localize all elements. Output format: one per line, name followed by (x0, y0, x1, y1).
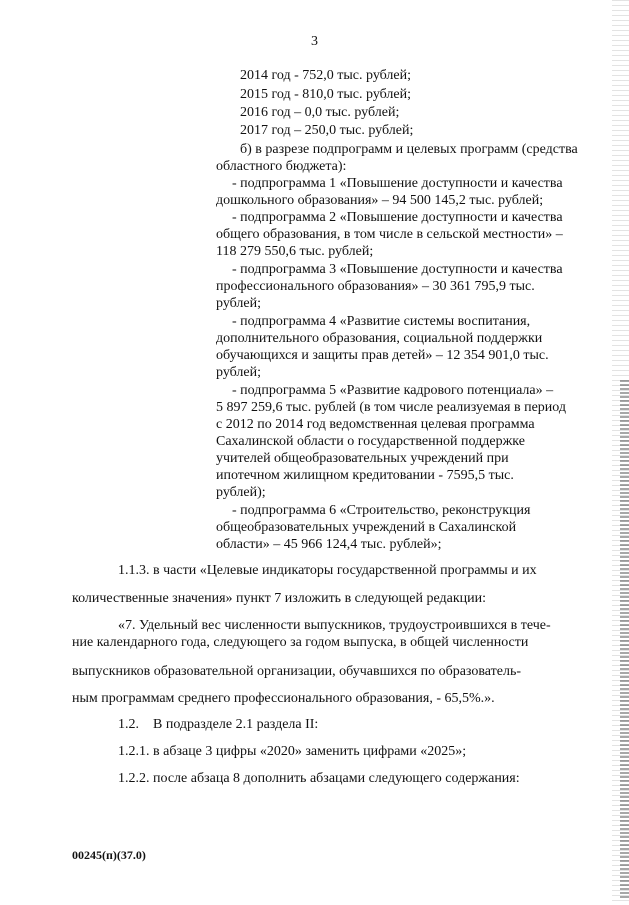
paragraph-line: 1.2.2. после абзаца 8 дополнить абзацами следующего содержания: (118, 771, 520, 786)
subprogram-line: рублей); (216, 485, 266, 500)
subprogram-line: области» – 45 966 124,4 тыс. рублей»; (216, 537, 442, 552)
page-number: 3 (311, 34, 318, 49)
subprogram-line: дошкольного образования» – 94 500 145,2 тыс. рублей; (216, 193, 544, 208)
paragraph-line: 1.1.3. в части «Целевые индикаторы государственной программы и их (118, 563, 537, 578)
quote-line: ние календарного года, следующего за годом выпуска, в общей численности (72, 635, 529, 650)
funding-year-line: 2017 год – 250,0 тыс. рублей; (240, 123, 414, 138)
subprogram-line: 5 897 259,6 тыс. рублей (в том числе реализуемая в период (216, 400, 566, 415)
subprogram-line: учителей общеобразовательных учреждений при (216, 451, 509, 466)
subprogram-line: с 2012 по 2014 год ведомственная целевая программа (216, 417, 535, 432)
subsection-b-line: б) в разрезе подпрограмм и целевых программ (средства (240, 142, 578, 157)
paragraph-line: количественные значения» пункт 7 изложить в следующей редакции: (72, 591, 487, 606)
subprogram-line: - подпрограмма 3 «Повышение доступности и качества (232, 262, 563, 277)
paragraph-line: 1.2.1. в абзаце 3 цифры «2020» заменить цифрами «2025»; (118, 744, 467, 759)
quote-line: ным программам среднего профессионального образования, - 65,5%.». (72, 691, 495, 706)
subsection-b-line: областного бюджета): (216, 159, 347, 174)
subprogram-line: - подпрограмма 2 «Повышение доступности и качества (232, 210, 563, 225)
subprogram-line: общеобразовательных учреждений в Сахалинской (216, 520, 517, 535)
subprogram-line: профессионального образования» – 30 361 795,9 тыс. (216, 279, 535, 294)
document-code: 00245(п)(37.0) (72, 848, 146, 862)
subprogram-line: 118 279 550,6 тыс. рублей; (216, 244, 374, 259)
subprogram-line: - подпрограмма 5 «Развитие кадрового потенциала» – (232, 383, 554, 398)
subprogram-line: дополнительного образования, социальной поддержки (216, 331, 543, 346)
subprogram-line: рублей; (216, 365, 261, 380)
subprogram-line: - подпрограмма 4 «Развитие системы воспитания, (232, 314, 531, 329)
subprogram-line: обучающихся и защиты прав детей» – 12 354 901,0 тыс. (216, 348, 549, 363)
paragraph-line: 1.2. В подразделе 2.1 раздела II: (118, 717, 319, 732)
quote-line: выпускников образовательной организации, обучавшихся по образователь- (72, 664, 522, 679)
subprogram-line: Сахалинской области о государственной поддержке (216, 434, 525, 449)
subprogram-line: - подпрограмма 1 «Повышение доступности и качества (232, 176, 563, 191)
subprogram-line: ипотечном жилищном кредитовании - 7595,5 тыс. (216, 468, 514, 483)
funding-year-line: 2016 год – 0,0 тыс. рублей; (240, 105, 400, 120)
funding-year-line: 2015 год - 810,0 тыс. рублей; (240, 87, 412, 102)
subprogram-line: общего образования, в том числе в сельской местности» – (216, 227, 563, 242)
scan-edge-artifact (620, 380, 629, 900)
subprogram-line: - подпрограмма 6 «Строительство, реконструкция (232, 503, 531, 518)
funding-year-line: 2014 год - 752,0 тыс. рублей; (240, 68, 412, 83)
quote-line: «7. Удельный вес численности выпускников, трудоустроившихся в тече- (118, 618, 551, 633)
subprogram-line: рублей; (216, 296, 261, 311)
